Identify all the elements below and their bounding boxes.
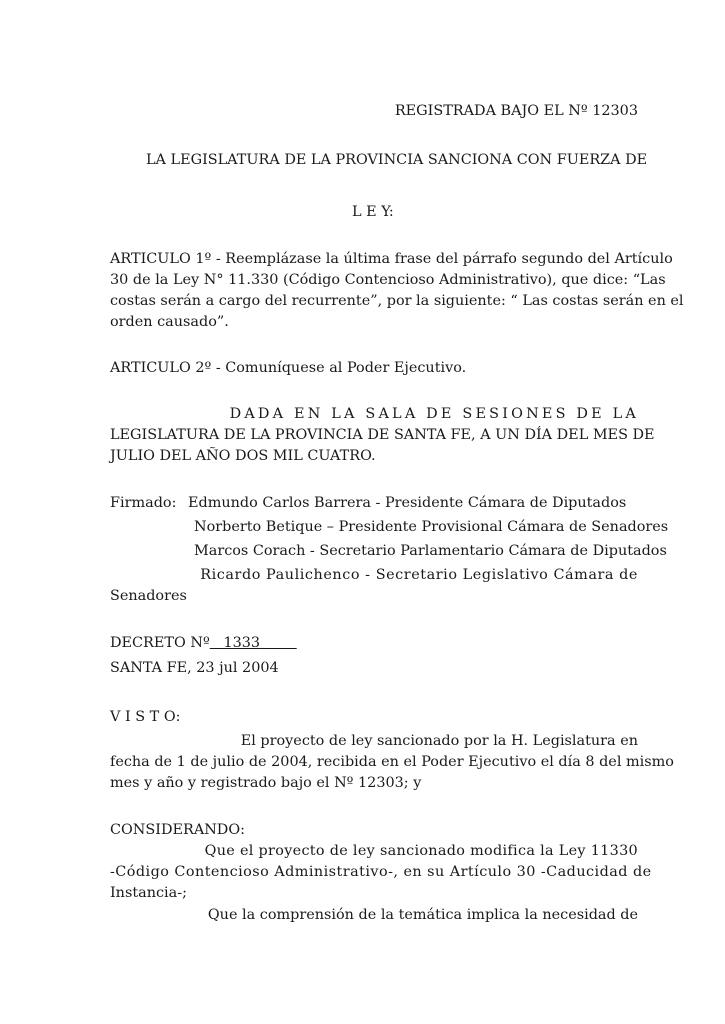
dada-line-2: LEGISLATURA DE LA PROVINCIA DE SANTA FE, A UN DÍA DEL MES DE	[110, 427, 655, 443]
dada-line-1: DADA EN LA SALA DE SESIONES DE LA	[229, 406, 639, 422]
dada-line-3: JULIO DEL AÑO DOS MIL CUATRO.	[110, 448, 376, 464]
registration-number: REGISTRADA BAJO EL Nº 12303	[394, 103, 638, 119]
firmado-label: Firmado:	[110, 495, 177, 511]
decreto-prefix: DECRETO Nº	[110, 635, 210, 651]
visto-line-3: mes y año y registrado bajo el Nº 12303; y	[110, 775, 422, 791]
visto-line-1: El proyecto de ley sancionado por la H. Legislatura en	[240, 733, 638, 749]
visto-label: V I S T O:	[110, 709, 181, 725]
articulo-1-line-4: orden causado”.	[110, 314, 229, 330]
considerando-line-3: Instancia-;	[110, 885, 187, 901]
decreto-date: SANTA FE, 23 jul 2004	[110, 660, 279, 676]
decreto-number	[110, 631, 297, 655]
decreto-number-text: 1333	[223, 635, 261, 651]
signatory-3: Marcos Corach - Secretario Parlamentario Cámara de Diputados	[194, 543, 667, 559]
ley-heading: L E Y:	[352, 204, 394, 220]
articulo-1-line-1: ARTICULO 1º - Reemplázase la última frase del párrafo segundo del Artículo	[110, 251, 673, 267]
signatory-2: Norberto Betique – Presidente Provisional Cámara de Senadores	[194, 519, 669, 535]
considerando-line-2: -Código Contencioso Administrativo-, en su Artículo 30 -Caducidad de	[110, 864, 652, 880]
signatory-1: Edmundo Carlos Barrera - Presidente Cámara de Diputados	[188, 495, 627, 511]
articulo-1-line-3: costas serán a cargo del recurrente”, por la siguiente: “ Las costas serán en el	[110, 293, 684, 309]
sanction-heading: LA LEGISLATURA DE LA PROVINCIA SANCIONA CON FUERZA DE	[146, 152, 648, 168]
considerando-line-1: Que el proyecto de ley sancionado modifica la Ley 11330	[204, 843, 638, 859]
signatory-4: Ricardo Paulichenco - Secretario Legislativo Cámara de	[200, 567, 638, 583]
decreto-number-value	[210, 635, 297, 651]
considerando-label: CONSIDERANDO:	[110, 822, 245, 838]
articulo-1-line-2: 30 de la Ley N° 11.330 (Código Contencioso Administrativo), que dice: “Las	[110, 272, 666, 288]
considerando-line-4: Que la comprensión de la temática implica la necesidad de	[207, 907, 638, 923]
articulo-2: ARTICULO 2º - Comuníquese al Poder Ejecutivo.	[110, 360, 467, 376]
visto-line-2: fecha de 1 de julio de 2004, recibida en el Poder Ejecutivo el día 8 del mismo	[110, 754, 674, 770]
signatory-4-continued: Senadores	[110, 588, 187, 604]
